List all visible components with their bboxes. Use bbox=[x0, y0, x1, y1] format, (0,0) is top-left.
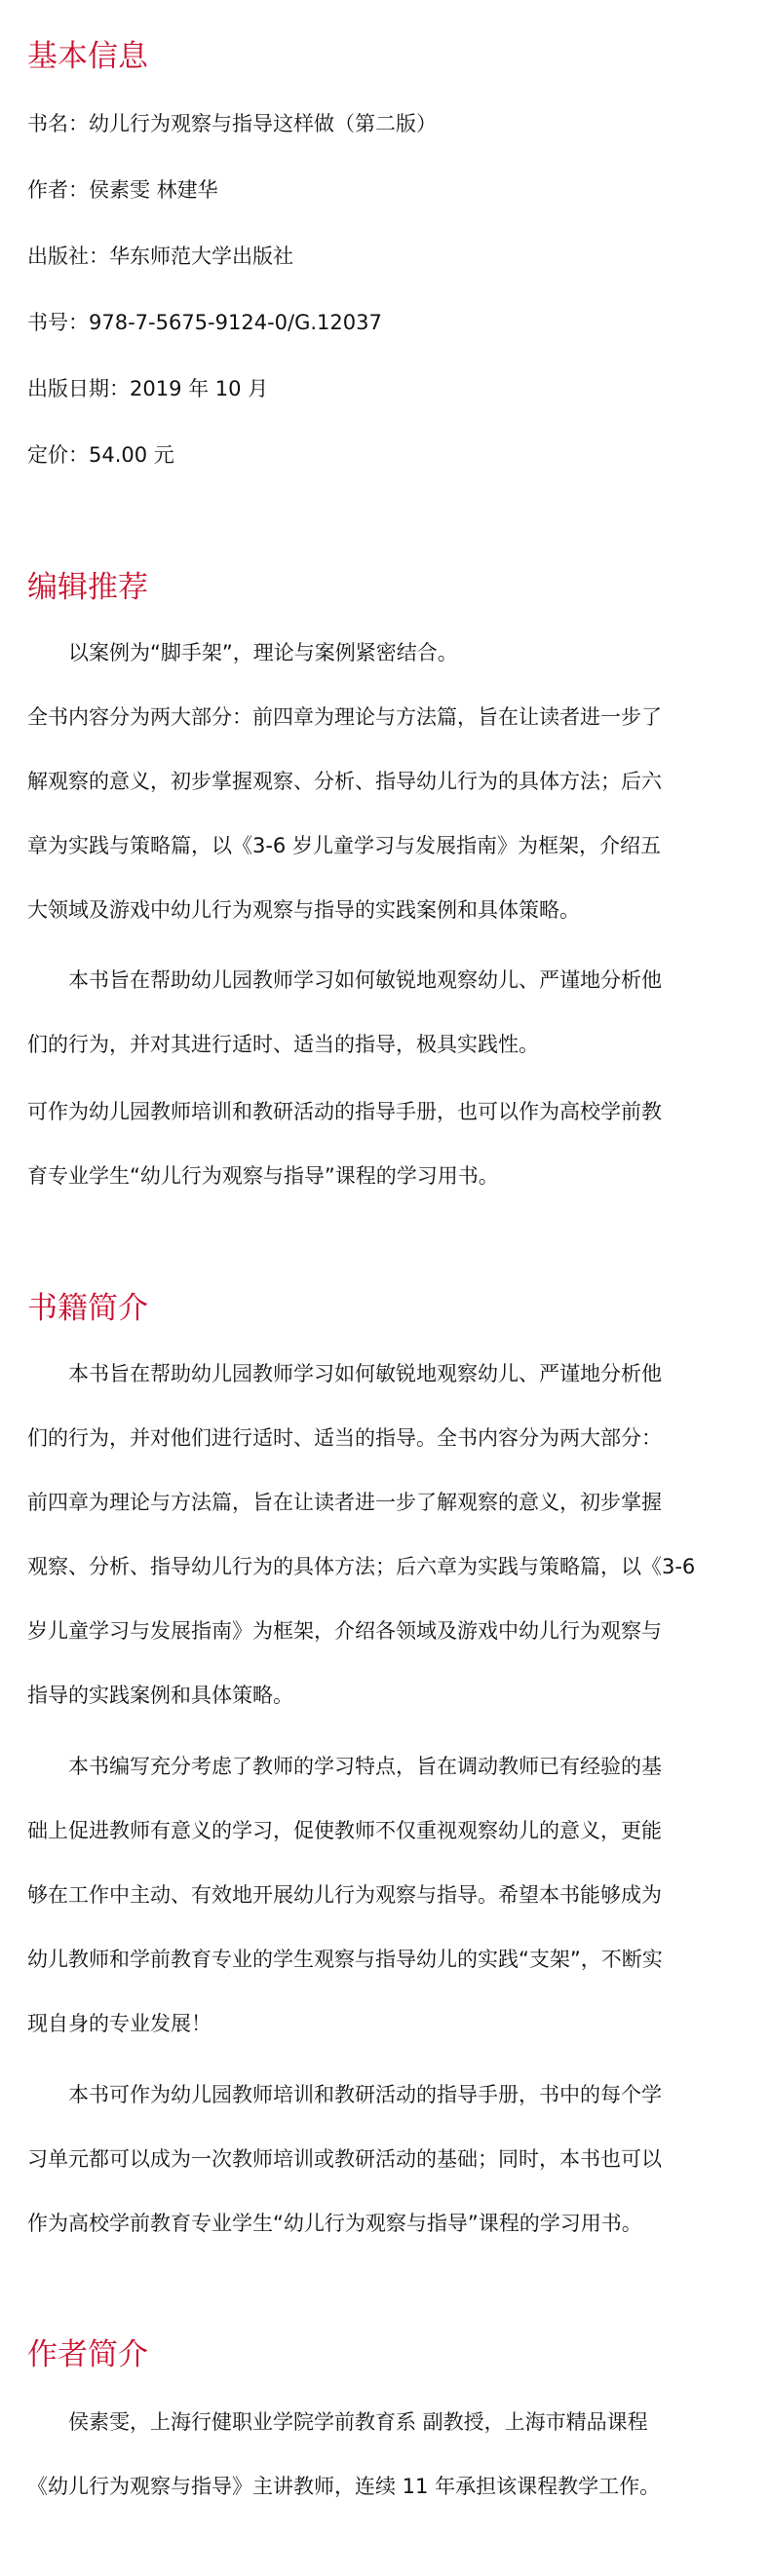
paragraph-line: 《幼儿行为观察与指导》主讲教师，连续 11 年承担该课程教学工作。 bbox=[27, 2475, 661, 2498]
editor-recommendation-heading: 编辑推荐 bbox=[27, 570, 148, 605]
paragraph-line: 育专业学生“幼儿行为观察与指导”课程的学习用书。 bbox=[27, 1164, 499, 1188]
book-title-info: 书名：幼儿行为观察与指导这样做（第二版） bbox=[27, 112, 437, 135]
paragraph-line: 可作为幼儿园教师培训和教研活动的指导手册，也可以作为高校学前教 bbox=[27, 1100, 662, 1123]
paragraph-line: 以案例为“脚手架”，理论与案例紧密结合。 bbox=[68, 641, 458, 664]
publish-date-info: 出版日期：2019 年 10 月 bbox=[27, 377, 269, 400]
paragraph-line: 础上促进教师有意义的学习，促使教师不仅重视观察幼儿的意义，更能 bbox=[27, 1819, 662, 1842]
paragraph-line: 幼儿教师和学前教育专业的学生观察与指导幼儿的实践“支架”，不断实 bbox=[27, 1948, 663, 1971]
author-intro-heading: 作者简介 bbox=[27, 2337, 148, 2372]
paragraph-line: 解观察的意义，初步掌握观察、分析、指导幼儿行为的具体方法；后六 bbox=[27, 770, 662, 793]
paragraph-line: 们的行为，并对他们进行适时、适当的指导。全书内容分为两大部分： bbox=[27, 1426, 662, 1450]
book-intro-heading: 书籍简介 bbox=[27, 1291, 148, 1326]
paragraph-line: 本书旨在帮助幼儿园教师学习如何敏锐地观察幼儿、严谨地分析他 bbox=[68, 968, 662, 992]
paragraph-line: 全书内容分为两大部分：前四章为理论与方法篇，旨在让读者进一步了 bbox=[27, 705, 662, 729]
paragraph-line: 章为实践与策略篇，以《3-6 岁儿童学习与发展指南》为框架，介绍五 bbox=[27, 834, 661, 857]
paragraph-line: 现自身的专业发展！ bbox=[27, 2012, 212, 2035]
paragraph-line: 本书编写充分考虑了教师的学习特点，旨在调动教师已有经验的基 bbox=[68, 1755, 662, 1778]
paragraph-line: 大领域及游戏中幼儿行为观察与指导的实践案例和具体策略。 bbox=[27, 898, 580, 922]
paragraph-line: 习单元都可以成为一次教师培训或教研活动的基础；同时，本书也可以 bbox=[27, 2147, 662, 2171]
author-info: 作者：侯素雯 林建华 bbox=[27, 178, 218, 202]
paragraph-line: 作为高校学前教育专业学生“幼儿行为观察与指导”课程的学习用书。 bbox=[27, 2212, 642, 2235]
paragraph-line: 本书可作为幼儿园教师培训和教研活动的指导手册，书中的每个学 bbox=[68, 2083, 662, 2106]
paragraph-line: 岁儿童学习与发展指南》为框架，介绍各领域及游戏中幼儿行为观察与 bbox=[27, 1619, 662, 1643]
price-info: 定价：54.00 元 bbox=[27, 443, 174, 467]
paragraph-line: 够在工作中主动、有效地开展幼儿行为观察与指导。希望本书能够成为 bbox=[27, 1883, 662, 1907]
paragraph-line: 观察、分析、指导幼儿行为的具体方法；后六章为实践与策略篇，以《3-6 bbox=[27, 1555, 696, 1578]
publisher-info: 出版社：华东师范大学出版社 bbox=[27, 245, 293, 268]
paragraph-line: 侯素雯，上海行健职业学院学前教育系 副教授，上海市精品课程 bbox=[68, 2410, 648, 2434]
isbn-info: 书号：978-7-5675-9124-0/G.12037 bbox=[27, 311, 382, 334]
basic-info-heading: 基本信息 bbox=[27, 39, 148, 74]
paragraph-line: 们的行为，并对其进行适时、适当的指导，极具实践性。 bbox=[27, 1033, 539, 1056]
paragraph-line: 本书旨在帮助幼儿园教师学习如何敏锐地观察幼儿、严谨地分析他 bbox=[68, 1362, 662, 1385]
paragraph-line: 前四章为理论与方法篇，旨在让读者进一步了解观察的意义，初步掌握 bbox=[27, 1491, 662, 1514]
paragraph-line: 指导的实践案例和具体策略。 bbox=[27, 1684, 293, 1707]
